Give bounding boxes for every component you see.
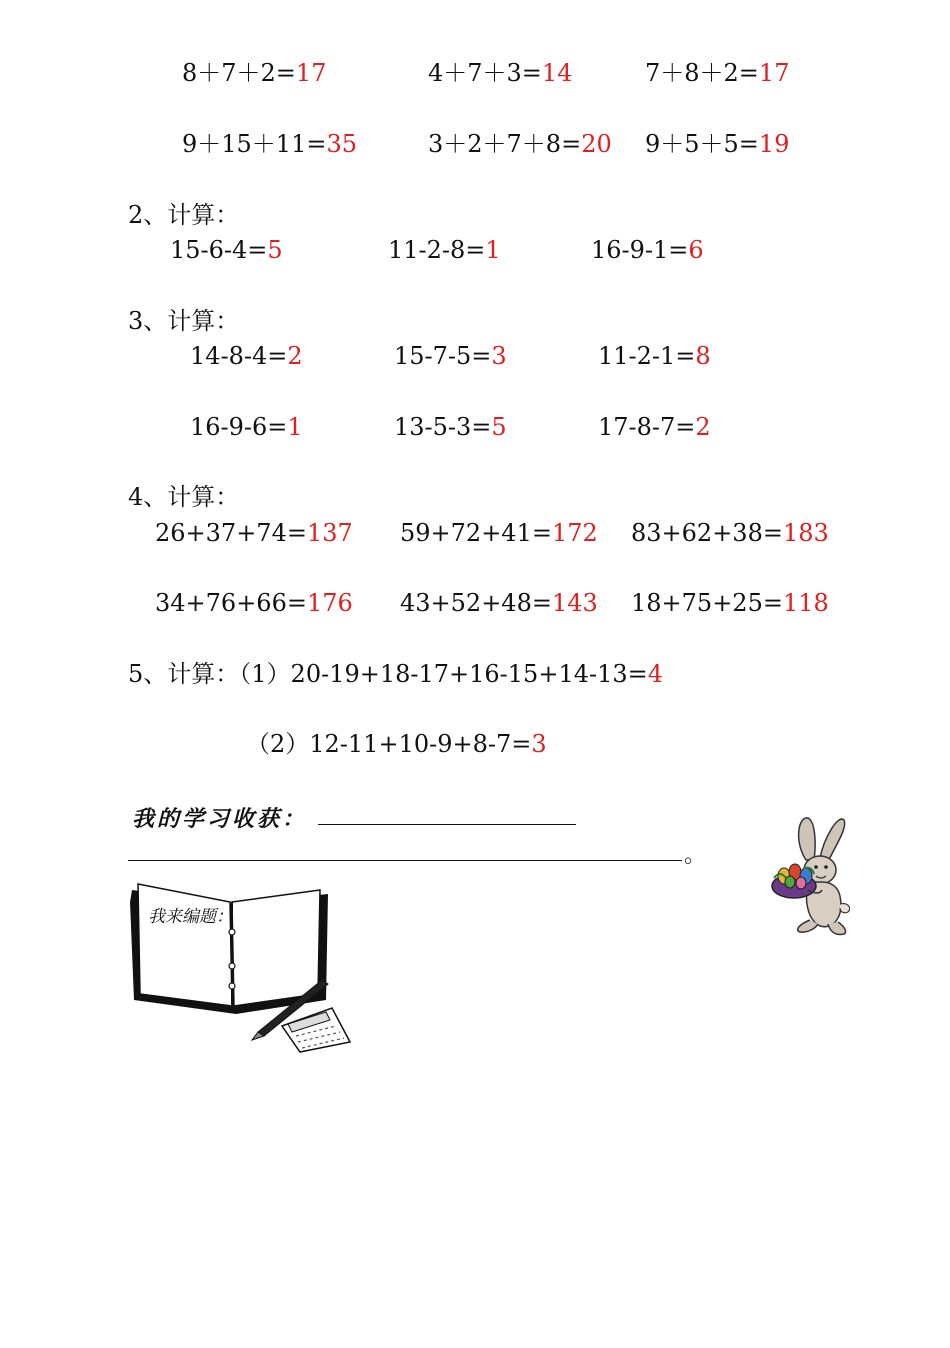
equation-answer: 4 bbox=[647, 660, 664, 688]
equation-answer: 1 bbox=[485, 236, 501, 264]
equation-answer: 3 bbox=[491, 342, 507, 370]
equation-expression: 13-5-3= bbox=[394, 413, 492, 441]
equation-answer: 8 bbox=[695, 342, 711, 370]
section-3-title: 3、计算： bbox=[128, 307, 240, 335]
equation-expression: 83+62+38= bbox=[631, 519, 783, 547]
equation-expression: 18+75+25= bbox=[631, 589, 783, 617]
equation-2-2 bbox=[388, 235, 501, 265]
equation-1-2 bbox=[428, 58, 572, 88]
equation-expression: 9＋15＋11= bbox=[182, 130, 327, 158]
rabbit-with-egg-basket-icon bbox=[764, 812, 854, 942]
equation-answer: 5 bbox=[491, 413, 507, 441]
equation-answer: 17 bbox=[758, 59, 790, 87]
equation-expression: 16-9-1= bbox=[591, 236, 689, 264]
equation-3-6 bbox=[598, 412, 711, 442]
equation-3-4 bbox=[190, 412, 303, 442]
calculator-icon bbox=[282, 1008, 350, 1052]
equation-3-1 bbox=[190, 341, 303, 371]
equation-4-5 bbox=[400, 588, 598, 618]
equation-answer: 19 bbox=[758, 130, 790, 158]
equation-expression: 4＋7＋3= bbox=[428, 59, 542, 87]
equation-answer: 137 bbox=[306, 519, 353, 547]
equation-answer: 3 bbox=[531, 730, 547, 758]
equation-1-3 bbox=[645, 58, 789, 88]
equation-4-6 bbox=[631, 588, 829, 618]
equation-4-3 bbox=[631, 518, 829, 548]
equation-3-2 bbox=[394, 341, 507, 371]
equation-expression: 9＋5＋5= bbox=[645, 130, 759, 158]
section-4-title: 4、计算： bbox=[128, 483, 240, 511]
equation-answer: 176 bbox=[306, 589, 353, 617]
equation-expression: 8＋7＋2= bbox=[182, 59, 296, 87]
equation-answer: 2 bbox=[287, 342, 303, 370]
equation-expression: 17-8-7= bbox=[598, 413, 696, 441]
equation-4-4 bbox=[155, 588, 353, 618]
equation-2-3 bbox=[591, 235, 704, 265]
equation-answer: 183 bbox=[782, 519, 829, 547]
notebook-prompt-label: 我来编题： bbox=[148, 907, 233, 927]
equation-expression: 43+52+48= bbox=[400, 589, 552, 617]
equation-answer: 14 bbox=[541, 59, 573, 87]
equation-answer: 2 bbox=[695, 413, 711, 441]
equation-1-1 bbox=[182, 58, 326, 88]
equation-3-3 bbox=[598, 341, 711, 371]
equation-answer: 35 bbox=[326, 130, 358, 158]
equation-expression: 11-2-1= bbox=[598, 342, 696, 370]
equation-expression: 59+72+41= bbox=[400, 519, 552, 547]
harvest-answer-line-1[interactable] bbox=[318, 824, 576, 825]
equation-expression: （1）20-19+18-17+16-15+14-13= bbox=[239, 660, 648, 688]
equation-answer: 20 bbox=[581, 130, 612, 158]
learning-harvest-label: 我的学习收获： bbox=[132, 807, 308, 832]
equation-answer: 6 bbox=[688, 236, 704, 264]
equation-1-4 bbox=[182, 129, 357, 159]
equation-expression: 14-8-4= bbox=[190, 342, 288, 370]
equation-4-2 bbox=[400, 518, 598, 548]
harvest-answer-line-2[interactable] bbox=[128, 860, 682, 861]
equation-expression: 15-7-5= bbox=[394, 342, 492, 370]
equation-1-6 bbox=[645, 129, 789, 159]
equation-expression: 15-6-4= bbox=[170, 236, 268, 264]
equation-answer: 17 bbox=[295, 59, 327, 87]
equation-expression: 11-2-8= bbox=[388, 236, 486, 264]
equation-expression: （2）12-11+10-9+8-7= bbox=[246, 730, 532, 758]
harvest-end-mark: 。 bbox=[684, 843, 707, 868]
section-5-line-2 bbox=[246, 729, 547, 759]
section-2-title: 2、计算： bbox=[128, 201, 240, 229]
equation-expression: 34+76+66= bbox=[155, 589, 307, 617]
equation-3-5 bbox=[394, 412, 507, 442]
equation-answer: 172 bbox=[551, 519, 598, 547]
equation-expression: 7＋8＋2= bbox=[645, 59, 759, 87]
equation-expression: 3＋2＋7＋8= bbox=[428, 130, 582, 158]
equation-expression: 26+37+74= bbox=[155, 519, 307, 547]
equation-expression: 16-9-6= bbox=[190, 413, 288, 441]
equation-answer: 1 bbox=[287, 413, 303, 441]
equation-1-5 bbox=[428, 129, 612, 159]
equation-2-1 bbox=[170, 235, 283, 265]
section-5-title: 5、计算： bbox=[128, 660, 240, 688]
section-5-line-1 bbox=[128, 659, 663, 689]
equation-answer: 143 bbox=[551, 589, 598, 617]
equation-4-1 bbox=[155, 518, 353, 548]
equation-answer: 5 bbox=[267, 236, 283, 264]
equation-answer: 118 bbox=[782, 589, 829, 617]
